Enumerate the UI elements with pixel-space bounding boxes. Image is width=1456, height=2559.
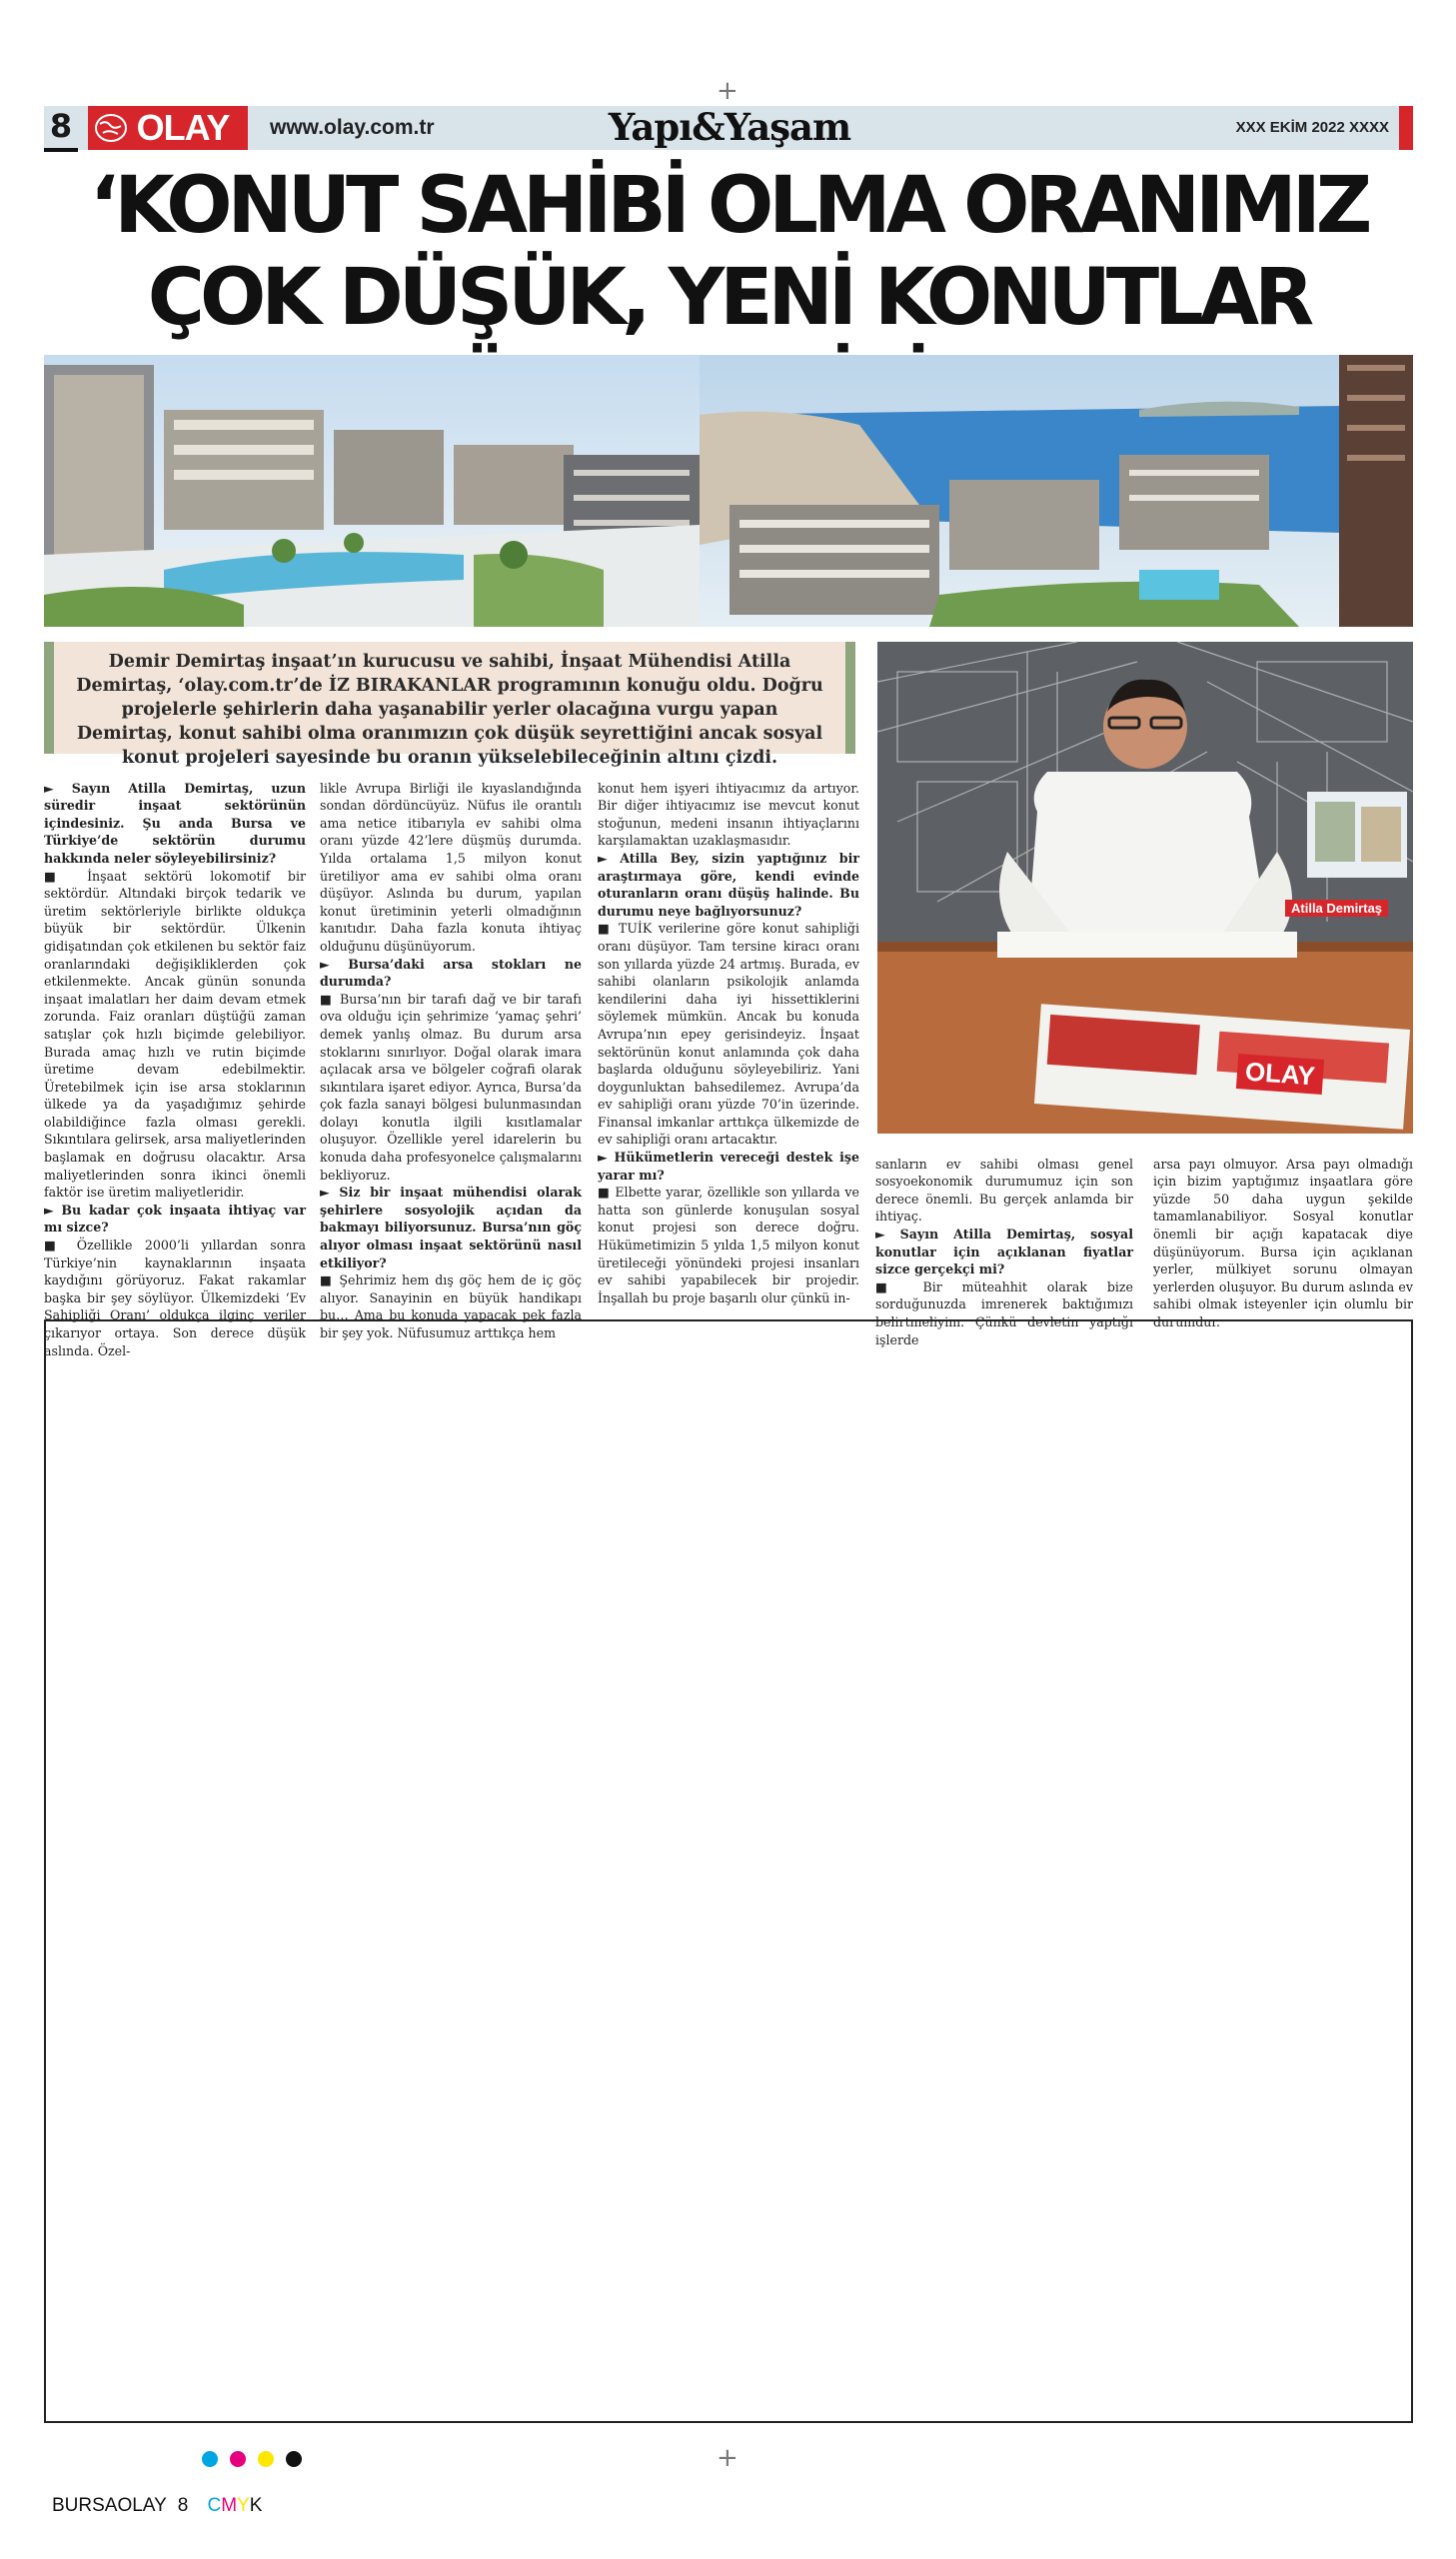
newspaper-logo: OLAY <box>1236 1054 1324 1095</box>
question-2: ► Bu kadar çok inşaata ihtiyaç var mı sizce? <box>44 1202 306 1236</box>
article-column-2 <box>320 762 582 1340</box>
cmyk-m: M <box>221 2495 238 2516</box>
question-5: ► Atilla Bey, sizin yaptığınız bir araştırmaya göre, kendi evinde oturanların oranı düşüş halinde. Bu durumu neye bağlıyorsunuz? <box>598 850 859 919</box>
answer-5: ■ TUİK verilerine göre konut sahipliği oranı düşüyor. Tam tersine kiracı oranı son yıllarda yüzde 24 artmış. Burada, ev sahibi olanların psikolojik anlamda kendilerini daha iyi hissettiklerini söylemek mümkün. Ancak bu konuda Avrupa’nın epey gerisindeyiz. İnşaat sektörünün konut anlamında çok daha başlarda olduğunu söyleyebiliriz. Yani doygunluktan bahsedilemez. Avrupa’da ev sahipliği oranı yüzde 70’in üzerinde. Finansal imkanlar arttıkça ülkemizde de ev sahipliği oranı artacaktır. <box>598 921 859 1148</box>
portrait-photo <box>877 642 1413 1134</box>
lead-paragraph: Demir Demirtaş inşaat’ın kurucusu ve sahibi, İnşaat Mühendisi Atilla Demirtaş, ‘olay.com.tr’de İZ BIRAKANLAR programının konuğu oldu. Doğru projelerle şehirlerin daha yaşanabilir yerler olacağına vurgu yapan Demirtaş, konut sahibi olma oranımızın çok düşük seyrettiğini ancak sosyal konut projeleri sayesinde bu oranın yükselebileceğinin altını çizdi. <box>44 642 855 754</box>
cmyk-c: C <box>207 2495 222 2516</box>
answer-4-cont: konut hem işyeri ihtiyacımız da artıyor. Bir diğer ihtiyacımız ise mevcut konut stoğunun, medeni insanın ihtiyaçlarını karşılamaktan uzaklaşmasıdır. <box>598 780 859 849</box>
answer-2-cont: likle Avrupa Birliği ile kıyaslandığında sondan dördüncüyüz. Nüfus ile orantılı ama netice itibarıyla ev sahibi olma oranı yüzde 42’lere düşmüş durumda. Yılda ortalama 1,5 milyon konut üretiliyor ama ev sahibi olma oranı düşüyor. Aslında bu durum, yapılan konut üretiminin yeterli olmadığının kanıtıdır. Daha fazla konuta ihtiyaç olduğunu düşünüyorum. <box>320 780 582 954</box>
headline: ‘KONUT SAHİBİ OLMA ORANIMIZ ÇOK DÜŞÜK, YENİ KONUTLAR <box>89 161 1368 343</box>
answer-6-cont: sanların ev sahibi olması genel sosyoekonomik durumumuz için son derece önemli. Bu gerçek anlamda bir ihtiyaç. <box>875 1156 1133 1225</box>
header-accent-tab <box>1399 106 1413 150</box>
rendering-photo-right <box>700 355 1413 627</box>
olay-logo[interactable] <box>88 106 248 150</box>
answer-7-cont: arsa payı olmuyor. Arsa payı olmadığı için bizim yaptığımız inşaatlara göre yüzde 50 daha uygun şekilde tamamlanabiliyor. Sosyal konutlar önemli bir açığı kapatacak diye düşünüyorum. Bursa için açıklanan yerler, mülkiyet sorunu olmayan yerlerden oluşuyor. Bu durum aslında ev sahibi olmak isteyenler için olumlu bir durumdur. <box>1153 1156 1413 1329</box>
article-column-3 <box>598 762 859 1305</box>
question-1: ► Sayın Atilla Demirtaş, uzun süredir inşaat sektörünün içindesiniz. Şu anda Bursa ve Türkiye’de sektörün durumu hakkında neler söyleyebilirsiniz? <box>44 780 306 866</box>
registration-dot-yellow <box>258 2451 274 2467</box>
page-number: 8 <box>44 104 78 152</box>
article-column-1 <box>44 762 306 1358</box>
cmyk-y: Y <box>237 2495 250 2516</box>
answer-1: ■ İnşaat sektörü lokomotif bir sektördür. Altındaki birçok tedarik ve üretim sektörleriyle birlikte oldukça büyük bir sektördür. Ülkenin gidişatından çok etkilenen bu sektör faiz oranlarındaki değişikliklerden çok etkilenmekte. Ancak günün sonunda inşaat imalatları her daim devam etmek zorunda. Faiz oranları düştüğü zaman satışlar çok hızlı biçimde gelebiliyor. Burada amaç hızlı ve rutin biçimde üretime devam edebilmektir. Üretebilmek için ise arsa stoklarının ülkede ya da yaşadığımız şehirde olabildiğince fazla olması gerekli. Sıkıntılara gelirsek, arsa maliyetlerinden başlamak en doğrusu olacaktır. Arsa maliyetlerinden sonra ikinci önemli faktör ise üretim maliyetleridir. <box>44 868 306 1201</box>
answer-7: ■ Bir müteahhit olarak bize sorduğunuzda imrenerek baktığımızı belirtmeliyim. Çünkü devletin yaptığı işlerde <box>875 1279 1133 1347</box>
article-column-5 <box>1153 1138 1413 1329</box>
advertisement-placeholder <box>44 1319 1413 2423</box>
answer-3: ■ Bursa’nın bir tarafı dağ ve bir tarafı ova olduğu için şehrimize ‘yamaç şehri’ demek yanlış olmaz. Bu durum arsa stoklarını sınırlıyor. Doğal olarak imara açılacak arsa ve bölgeler coğrafi olarak sıkıntılara işaret ediyor. Ayrıca, Bursa’da çok fazla sanayi bölgesi bulunmasından dolayı konutla ilgili kısıtlamalar oluşuyor. Özellikle yerel idarelerin bu konuda daha profesyonelce çalışmalarını bekliyoruz. <box>320 991 582 1183</box>
portrait-caption: Atilla Demirtaş <box>1285 900 1388 917</box>
registration-dot-black <box>286 2451 302 2467</box>
issue-date: XXX EKİM 2022 XXXX <box>1235 119 1389 136</box>
crop-mark-bottom: + <box>717 2443 738 2473</box>
site-url[interactable]: www.olay.com.tr <box>270 116 435 139</box>
footer-label: BURSAOLAY <box>52 2495 167 2516</box>
answer-2: ■ Özellikle 2000’li yıllardan sonra Türkiye’nin kaynaklarının inşaata kaydığını görüyoruz. Fakat rakamlar başka bir şey söylüyor. Ülkemizdeki ‘Ev Sahipliği Oranı’ oldukça ilginç veriler çıkarıyor ortaya. Son derece düşük aslında. Özel- <box>44 1238 306 1358</box>
footer-slug <box>52 2495 262 2517</box>
answer-4: ■ Şehrimiz hem dış göç hem de iç göç alıyor. Sanayinin en büyük handikapı bu… Ama bu konuda yapacak pek fazla bir şey yok. Nüfusumuz arttıkça hem <box>320 1273 582 1340</box>
article-column-4 <box>875 1138 1133 1347</box>
registration-dot-cyan <box>202 2451 218 2467</box>
question-6: ► Hükümetlerin vereceği destek işe yarar mı? <box>598 1150 859 1183</box>
footer-page: 8 <box>177 2495 189 2516</box>
registration-dot-magenta <box>230 2451 246 2467</box>
crop-mark-top: + <box>717 76 738 106</box>
question-4: ► Siz bir inşaat mühendisi olarak şehirlere sosyolojik açıdan da bakmayı biliyorsunuz. Bursa’nın göç alıyor olması inşaat sektörünü nasıl etkiliyor? <box>320 1185 582 1271</box>
question-7: ► Sayın Atilla Demirtaş, sosyal konutlar için açıklanan fiyatlar sizce gerçekçi mi? <box>875 1226 1133 1278</box>
rendering-photo-left <box>44 355 700 627</box>
cmyk-k: K <box>249 2495 263 2516</box>
section-title: Yapı&Yaşam <box>608 105 851 149</box>
world-map-icon <box>94 112 128 144</box>
answer-6: ■ Elbette yarar, özellikle son yıllarda ve hatta son günlerde konuşulan sosyal konut projesi son derece doğru. Hükümetimizin 5 yılda 1,5 milyon konut üretileceği yönündeki projesi insanları ev sahibi yapabilecek bir projedir. İnşallah bu proje başarılı olur çünkü in- <box>598 1185 859 1305</box>
cmyk-marks <box>208 2495 263 2516</box>
logo-text: OLAY <box>136 107 230 148</box>
question-3: ► Bursa’daki arsa stokları ne durumda? <box>320 956 582 990</box>
